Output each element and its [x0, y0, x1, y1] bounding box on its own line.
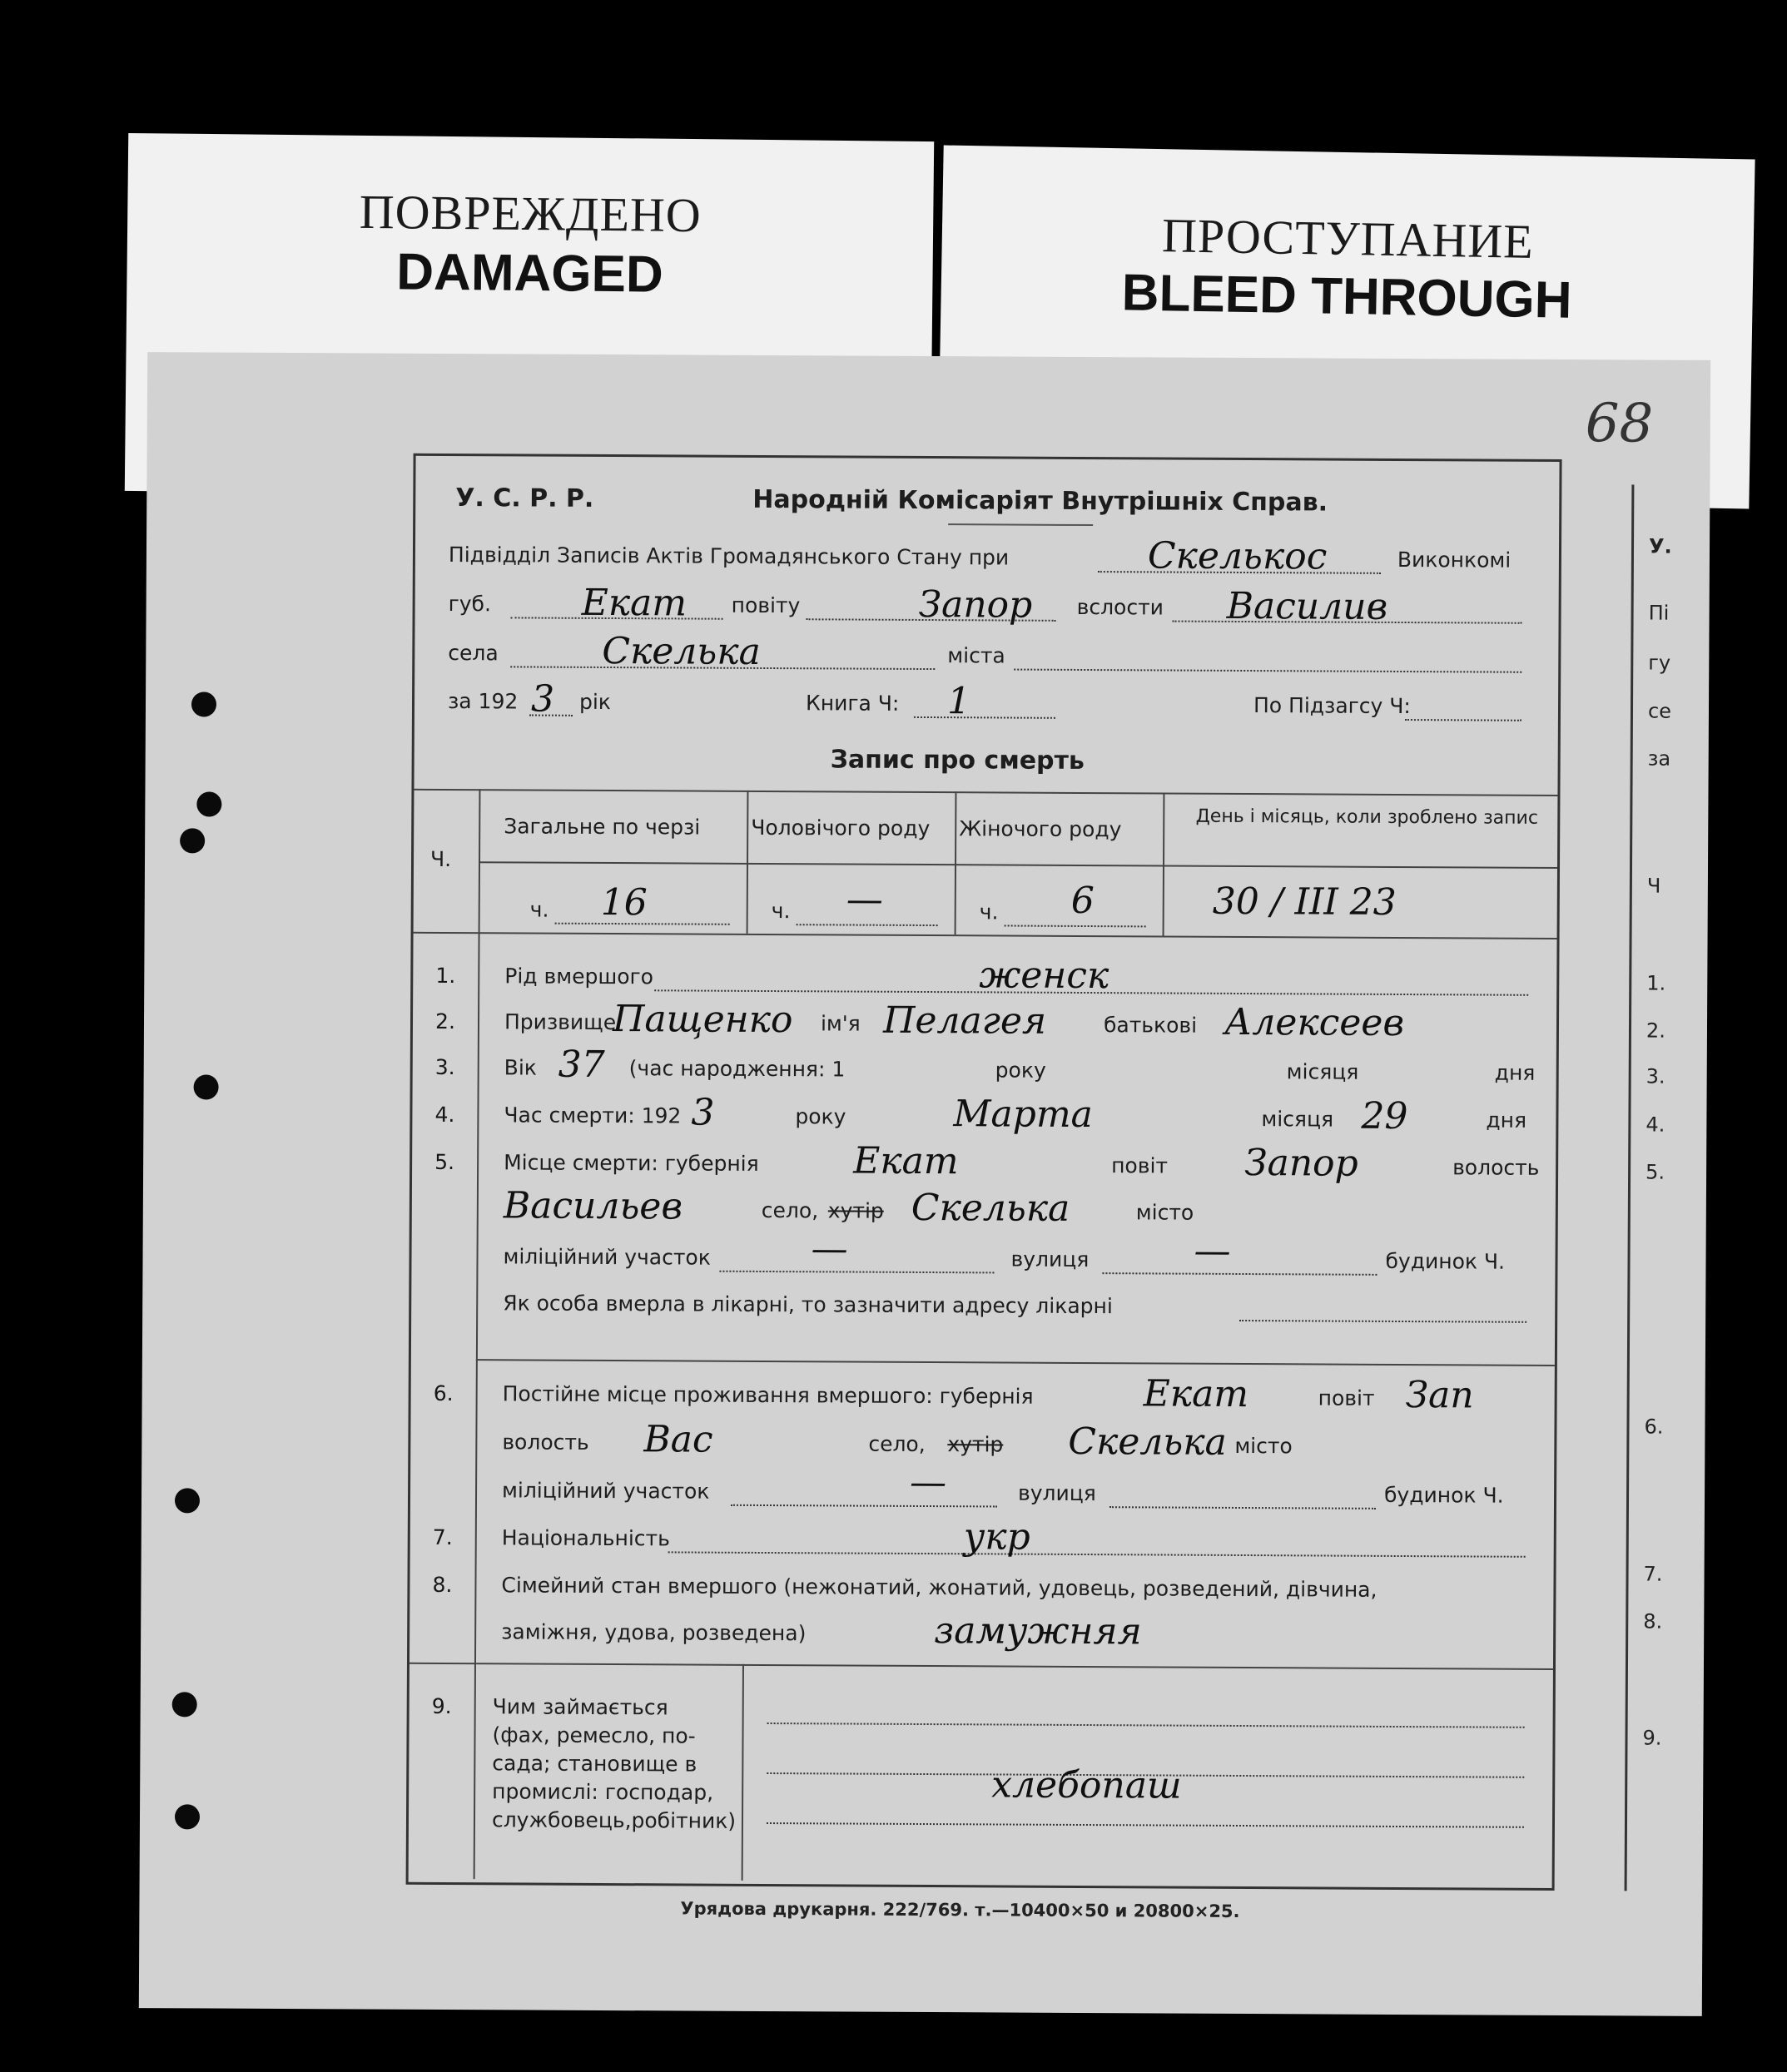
row-number: 3.: [434, 1054, 455, 1080]
republic-title: У. С. Р. Р.: [455, 483, 594, 513]
age-label: Вік: [504, 1055, 538, 1080]
name-label: ім'я: [820, 1011, 861, 1036]
fill-line: [529, 715, 573, 716]
count-female-value: 6: [1070, 879, 1095, 923]
col-male: Чоловічого роду: [751, 815, 931, 841]
birth-day-label: дня: [1494, 1060, 1536, 1085]
number-column-border: [474, 789, 481, 1879]
book-label: Книга Ч:: [805, 691, 900, 716]
death-month-value: Марта: [953, 1093, 1093, 1137]
khutir-label: хутір: [827, 1198, 884, 1223]
volost-label: вслости: [1076, 594, 1164, 620]
militia-label: міліційний участок: [503, 1244, 711, 1270]
record-title: Запис про смерть: [830, 745, 1085, 776]
fill-line: [1014, 669, 1521, 673]
row-number: 6.: [433, 1381, 454, 1406]
gub-value: Екат: [581, 581, 687, 625]
printer-footer: Урядова друкарня. 222/769. т.—10400×50 и 20800×25.: [680, 1898, 1240, 1921]
table-border: [414, 789, 1557, 796]
adjacent-text: 9.: [1642, 1726, 1662, 1750]
res-misto-label: місто: [1234, 1433, 1293, 1459]
povit-value: Запор: [918, 582, 1033, 627]
hospital-label: Як особа вмерла в лікарні, то зазначити адресу лікарні: [503, 1291, 1113, 1319]
count-row-label: Ч.: [429, 846, 452, 872]
adjacent-text: 3.: [1646, 1064, 1665, 1088]
name-value: Пелагея: [882, 999, 1047, 1043]
count-male-value: —: [846, 878, 883, 921]
fill-line: [767, 1723, 1525, 1728]
death-povit-value: Запор: [1244, 1142, 1358, 1185]
year-label: за 192: [447, 688, 519, 714]
street-label: вулиця: [1010, 1247, 1090, 1272]
book-value: 1: [946, 680, 971, 723]
death-volost-label: волость: [1452, 1155, 1540, 1180]
selo-label: село,: [761, 1197, 819, 1223]
death-year-label: року: [795, 1104, 846, 1129]
father-label: батькові: [1103, 1013, 1198, 1038]
count-prefix: ч.: [771, 899, 791, 924]
bleed-label-ru: ПРОСТУПАНИЕ: [1161, 208, 1535, 269]
fill-line: [731, 1504, 997, 1508]
row-number: 4.: [434, 1102, 455, 1128]
binding-hole: [194, 1074, 219, 1099]
surname-value: Пащенко: [612, 998, 793, 1042]
adjacent-text: за: [1647, 746, 1671, 771]
fill-line: [1005, 924, 1146, 927]
row-number: 5.: [434, 1149, 455, 1175]
fill-line: [1109, 1506, 1376, 1509]
res-gub-value: Екат: [1143, 1372, 1249, 1416]
death-povit-label: повіт: [1111, 1153, 1169, 1178]
count-prefix: ч.: [979, 900, 999, 924]
col-date: День і місяць, коли зроблено запис: [1195, 806, 1539, 829]
occupation-label-5: службовець,робітник): [491, 1807, 737, 1833]
table-border: [747, 791, 749, 934]
adjacent-text: 2.: [1646, 1019, 1665, 1043]
count-prefix: ч.: [529, 897, 549, 922]
binding-hole: [172, 1692, 197, 1717]
birth-label: (час народження: 1: [628, 1056, 846, 1082]
section-divider: [410, 1663, 1553, 1670]
adjacent-text: 5.: [1646, 1160, 1665, 1184]
occupation-label-1: Чим займається: [492, 1694, 668, 1720]
death-selo-value: Скелька: [911, 1186, 1070, 1230]
death-time-label: Час смерти: 192: [504, 1103, 682, 1128]
year-suffix: рік: [578, 689, 612, 715]
table-border: [955, 791, 957, 934]
adjacent-text: У.: [1648, 534, 1672, 558]
res-selo-value: Скелька: [1068, 1420, 1227, 1464]
table-border: [1163, 792, 1165, 935]
death-place-label: Місце смерти: губернія: [504, 1150, 759, 1176]
occupation-label-3: сада; становище в: [492, 1751, 697, 1777]
nationality-label: Національність: [501, 1525, 670, 1551]
subrecord-label: По Підзагсу Ч:: [1253, 693, 1411, 719]
adjacent-text: 1.: [1646, 971, 1666, 995]
row-number: 9.: [431, 1693, 452, 1719]
death-volost-value: Васильев: [503, 1184, 683, 1228]
adjacent-text: 8.: [1643, 1609, 1663, 1633]
col-female: Жіночого роду: [959, 816, 1122, 842]
adjacent-text: гу: [1648, 651, 1671, 675]
mista-label: міста: [947, 643, 1005, 668]
povit-label: повіту: [731, 592, 801, 618]
res-street-label: вулиця: [1017, 1480, 1096, 1506]
subdivision-suffix: Виконкомі: [1397, 547, 1512, 573]
res-khutir-label: хутір: [947, 1432, 1004, 1457]
death-record-form: [406, 454, 1562, 1891]
res-volost-value: Вас: [643, 1418, 713, 1461]
death-year-digit: 3: [691, 1091, 715, 1134]
fill-line: [767, 1822, 1524, 1828]
volost-value: Василив: [1226, 584, 1388, 628]
occupation-label-2: (фах, ремесло, по-: [492, 1723, 696, 1748]
damaged-label-ru: ПОВРЕЖДЕНО: [359, 184, 702, 243]
row-number: 7.: [432, 1524, 453, 1550]
occupation-label-4: промислі: господар,: [492, 1779, 714, 1805]
res-militia-value: —: [909, 1460, 947, 1504]
title-rule: [948, 523, 1093, 526]
res-volost-label: волость: [502, 1430, 589, 1455]
death-day-label: дня: [1486, 1108, 1527, 1133]
table-border: [414, 932, 1557, 939]
row-number: 2.: [435, 1009, 456, 1034]
death-day-value: 29: [1361, 1094, 1408, 1138]
adjacent-text: 6.: [1644, 1415, 1664, 1439]
subdivision-label: Підвідділ Записів Актів Громадянського Стану при: [448, 542, 1010, 570]
table-border: [479, 861, 1557, 869]
house-label: будинок Ч.: [1385, 1248, 1506, 1274]
sela-value: Скелька: [602, 629, 761, 673]
residence-label: Постійне місце проживання вмершого: губернія: [502, 1381, 1034, 1409]
adjacent-text: се: [1647, 699, 1672, 723]
death-month-label: місяця: [1261, 1107, 1334, 1132]
sex-label: Рід вмершого: [504, 964, 654, 989]
marital-value: замужняя: [934, 1609, 1142, 1653]
res-povit-label: повіт: [1318, 1385, 1375, 1410]
marital-label-2: заміжня, удова, розведена): [501, 1619, 807, 1646]
fill-line: [1239, 1320, 1526, 1323]
fill-line: [668, 1551, 1526, 1557]
damaged-label-en: DAMAGED: [396, 243, 664, 304]
res-povit-value: Зап: [1405, 1374, 1474, 1417]
count-general-value: 16: [600, 880, 648, 924]
adjacent-text: Ч: [1646, 874, 1661, 898]
sela-label: села: [448, 640, 499, 666]
surname-label: Призвище: [504, 1009, 617, 1035]
fill-line: [914, 716, 1055, 719]
adjacent-text: 7.: [1643, 1562, 1663, 1586]
bleed-label-en: BLEED THROUGH: [1121, 264, 1573, 330]
sheet-number: 68: [1585, 393, 1654, 455]
section-divider: [476, 1359, 1555, 1366]
age-value: 37: [558, 1043, 605, 1086]
col-general: Загальне по черзі: [504, 814, 701, 840]
marital-label-1: Сімейний стан вмершого (нежонатий, жонатий, удовець, розведений, дівчина,: [501, 1573, 1377, 1602]
ministry-title: Народній Комісаріят Внутрішніх Справ.: [752, 484, 1328, 518]
adjacent-form-edge: [1625, 484, 1718, 1891]
res-house-label: будинок Ч.: [1383, 1482, 1504, 1508]
fill-line: [1405, 719, 1521, 721]
fill-line: [797, 924, 938, 926]
fill-line: [719, 1271, 994, 1274]
street-value: —: [1194, 1229, 1231, 1272]
table-border: [742, 1664, 744, 1881]
binding-hole: [196, 791, 221, 816]
misto-label: місто: [1135, 1200, 1194, 1225]
sex-value: женск: [979, 954, 1109, 998]
nationality-value: укр: [963, 1515, 1030, 1559]
binding-hole: [175, 1488, 200, 1513]
birth-month-label: місяця: [1286, 1059, 1359, 1084]
adjacent-text: 4.: [1646, 1113, 1665, 1137]
count-date-value: 30 / III 23: [1212, 880, 1397, 924]
binding-hole: [175, 1804, 200, 1829]
binding-hole: [191, 691, 216, 716]
subdivision-value: Скелькос: [1147, 534, 1328, 578]
res-selo-label: село,: [868, 1431, 926, 1457]
adjacent-text: Пі: [1648, 601, 1670, 625]
birth-year-label: року: [995, 1058, 1046, 1083]
year-digit: 3: [530, 677, 555, 721]
father-value: Алексеев: [1224, 1000, 1405, 1045]
death-gub-value: Екат: [853, 1139, 959, 1183]
fill-line: [1102, 1272, 1377, 1276]
gub-label: губ.: [448, 591, 492, 617]
binding-hole: [180, 828, 205, 853]
occupation-value: хлебопаш: [991, 1763, 1182, 1807]
document-sheet: [139, 352, 1710, 2016]
row-number: 8.: [432, 1572, 453, 1598]
militia-value: —: [811, 1227, 848, 1271]
row-number: 1.: [435, 963, 456, 989]
res-militia-label: міліційний участок: [501, 1478, 710, 1504]
